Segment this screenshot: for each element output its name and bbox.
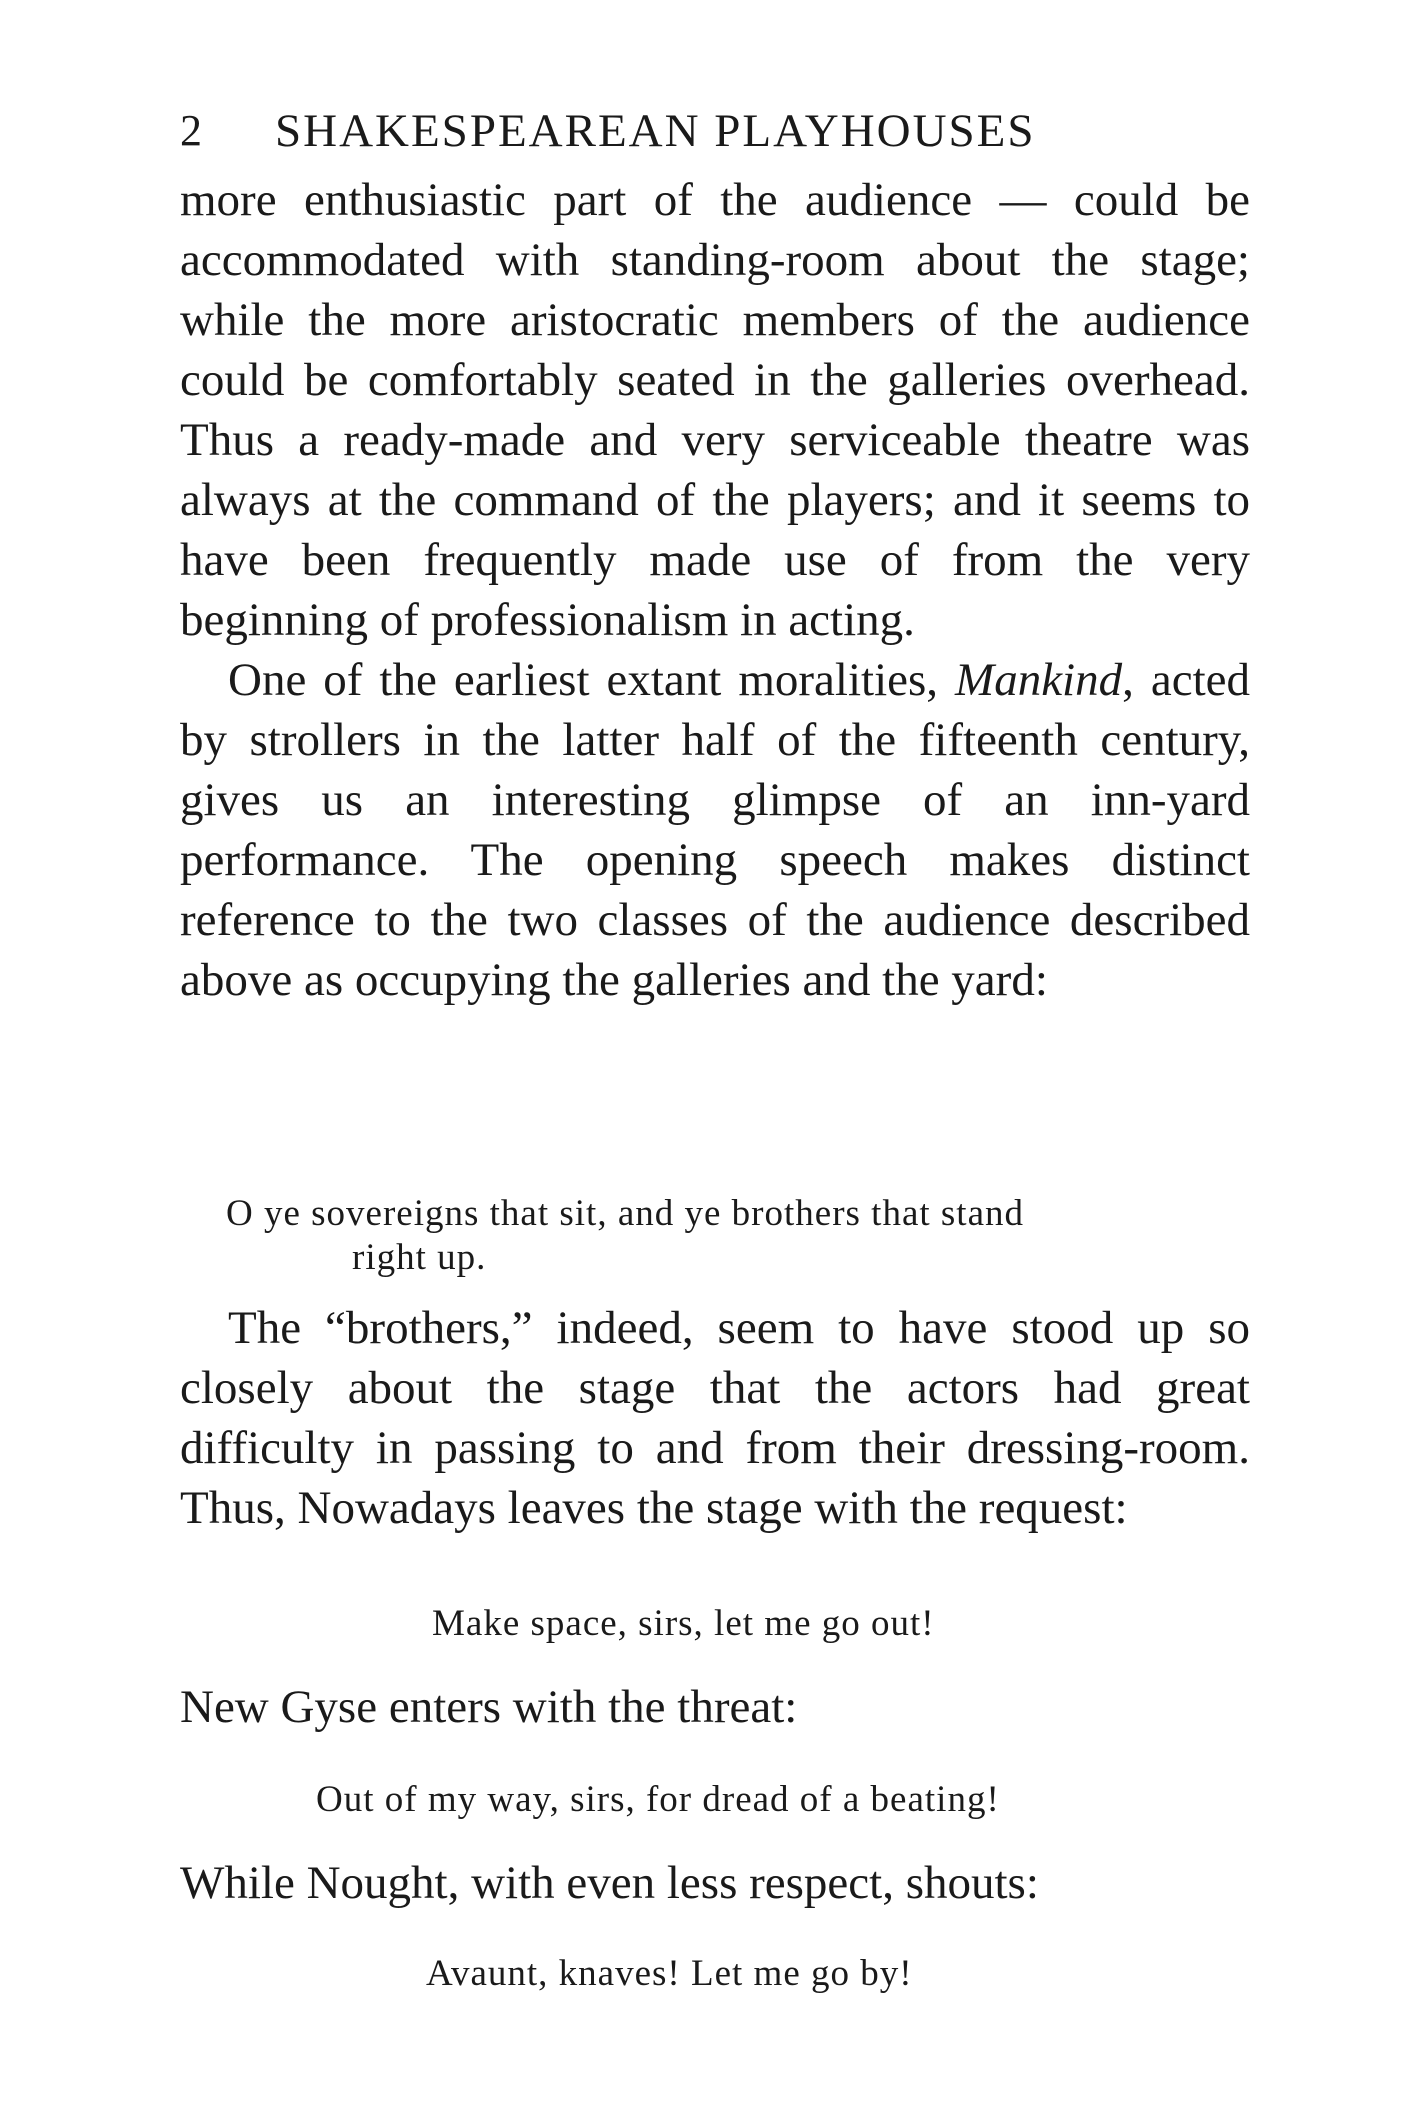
verse-quote-1-line-2: right up. <box>352 1237 487 1278</box>
running-title: SHAKESPEAREAN PLAYHOUSES <box>275 105 1036 157</box>
new-gyse-line: New Gyse enters with the threat: <box>180 1681 798 1733</box>
paragraph-3: The “brothers,” indeed, seem to have stood up so closely about the stage that the actors had great difficulty in passing to and from their dressing-room. Thus, Nowadays leaves the stage with the request: <box>180 1302 1250 1534</box>
body-text-block-1 <box>180 170 1250 1010</box>
verse-quote-2 <box>432 1602 935 1646</box>
paragraph-2-rest: , acted by strollers in the latter half of the fifteenth century, gives us an interesting glimpse of an inn-yard performance. The opening speech makes distinct reference to the two classes of the audience described above as occupying the galleries and the yard: <box>180 654 1251 1006</box>
verse-quote-3 <box>316 1778 1000 1822</box>
verse-quote-1-line-1: O ye sovereigns that sit, and ye brothers that stand <box>226 1193 1024 1234</box>
body-text-block-2 <box>180 1298 1250 1538</box>
verse-quote-3-line: Out of my way, sirs, for dread of a beating! <box>316 1779 1000 1820</box>
paragraph-2-lead: One of the earliest extant moralities, <box>228 654 956 706</box>
verse-quote-2-line: Make space, sirs, let me go out! <box>432 1603 935 1644</box>
verse-quote-4-line: Avaunt, knaves! Let me go by! <box>426 1953 913 1994</box>
nought-line: While Nought, with even less respect, shouts: <box>180 1857 1039 1909</box>
running-header <box>180 96 1250 166</box>
verse-quote-4 <box>426 1952 913 1996</box>
paragraph-2 <box>180 650 1250 1010</box>
paragraph-1: more enthusiastic part of the audience — could be accommodated with standing-room about the stage; while the more aristocratic members of the audience could be comfortably seated in the galleries overhead. Thus a ready-made and very serviceable theatre was always at the command of the players; and it seems to have been frequently made use of from the very beginning of professionalism in acting. <box>180 174 1250 646</box>
verse-quote-1 <box>226 1192 1226 1280</box>
play-title-mankind: Mankind <box>955 654 1123 706</box>
page-number: 2 <box>180 106 203 155</box>
